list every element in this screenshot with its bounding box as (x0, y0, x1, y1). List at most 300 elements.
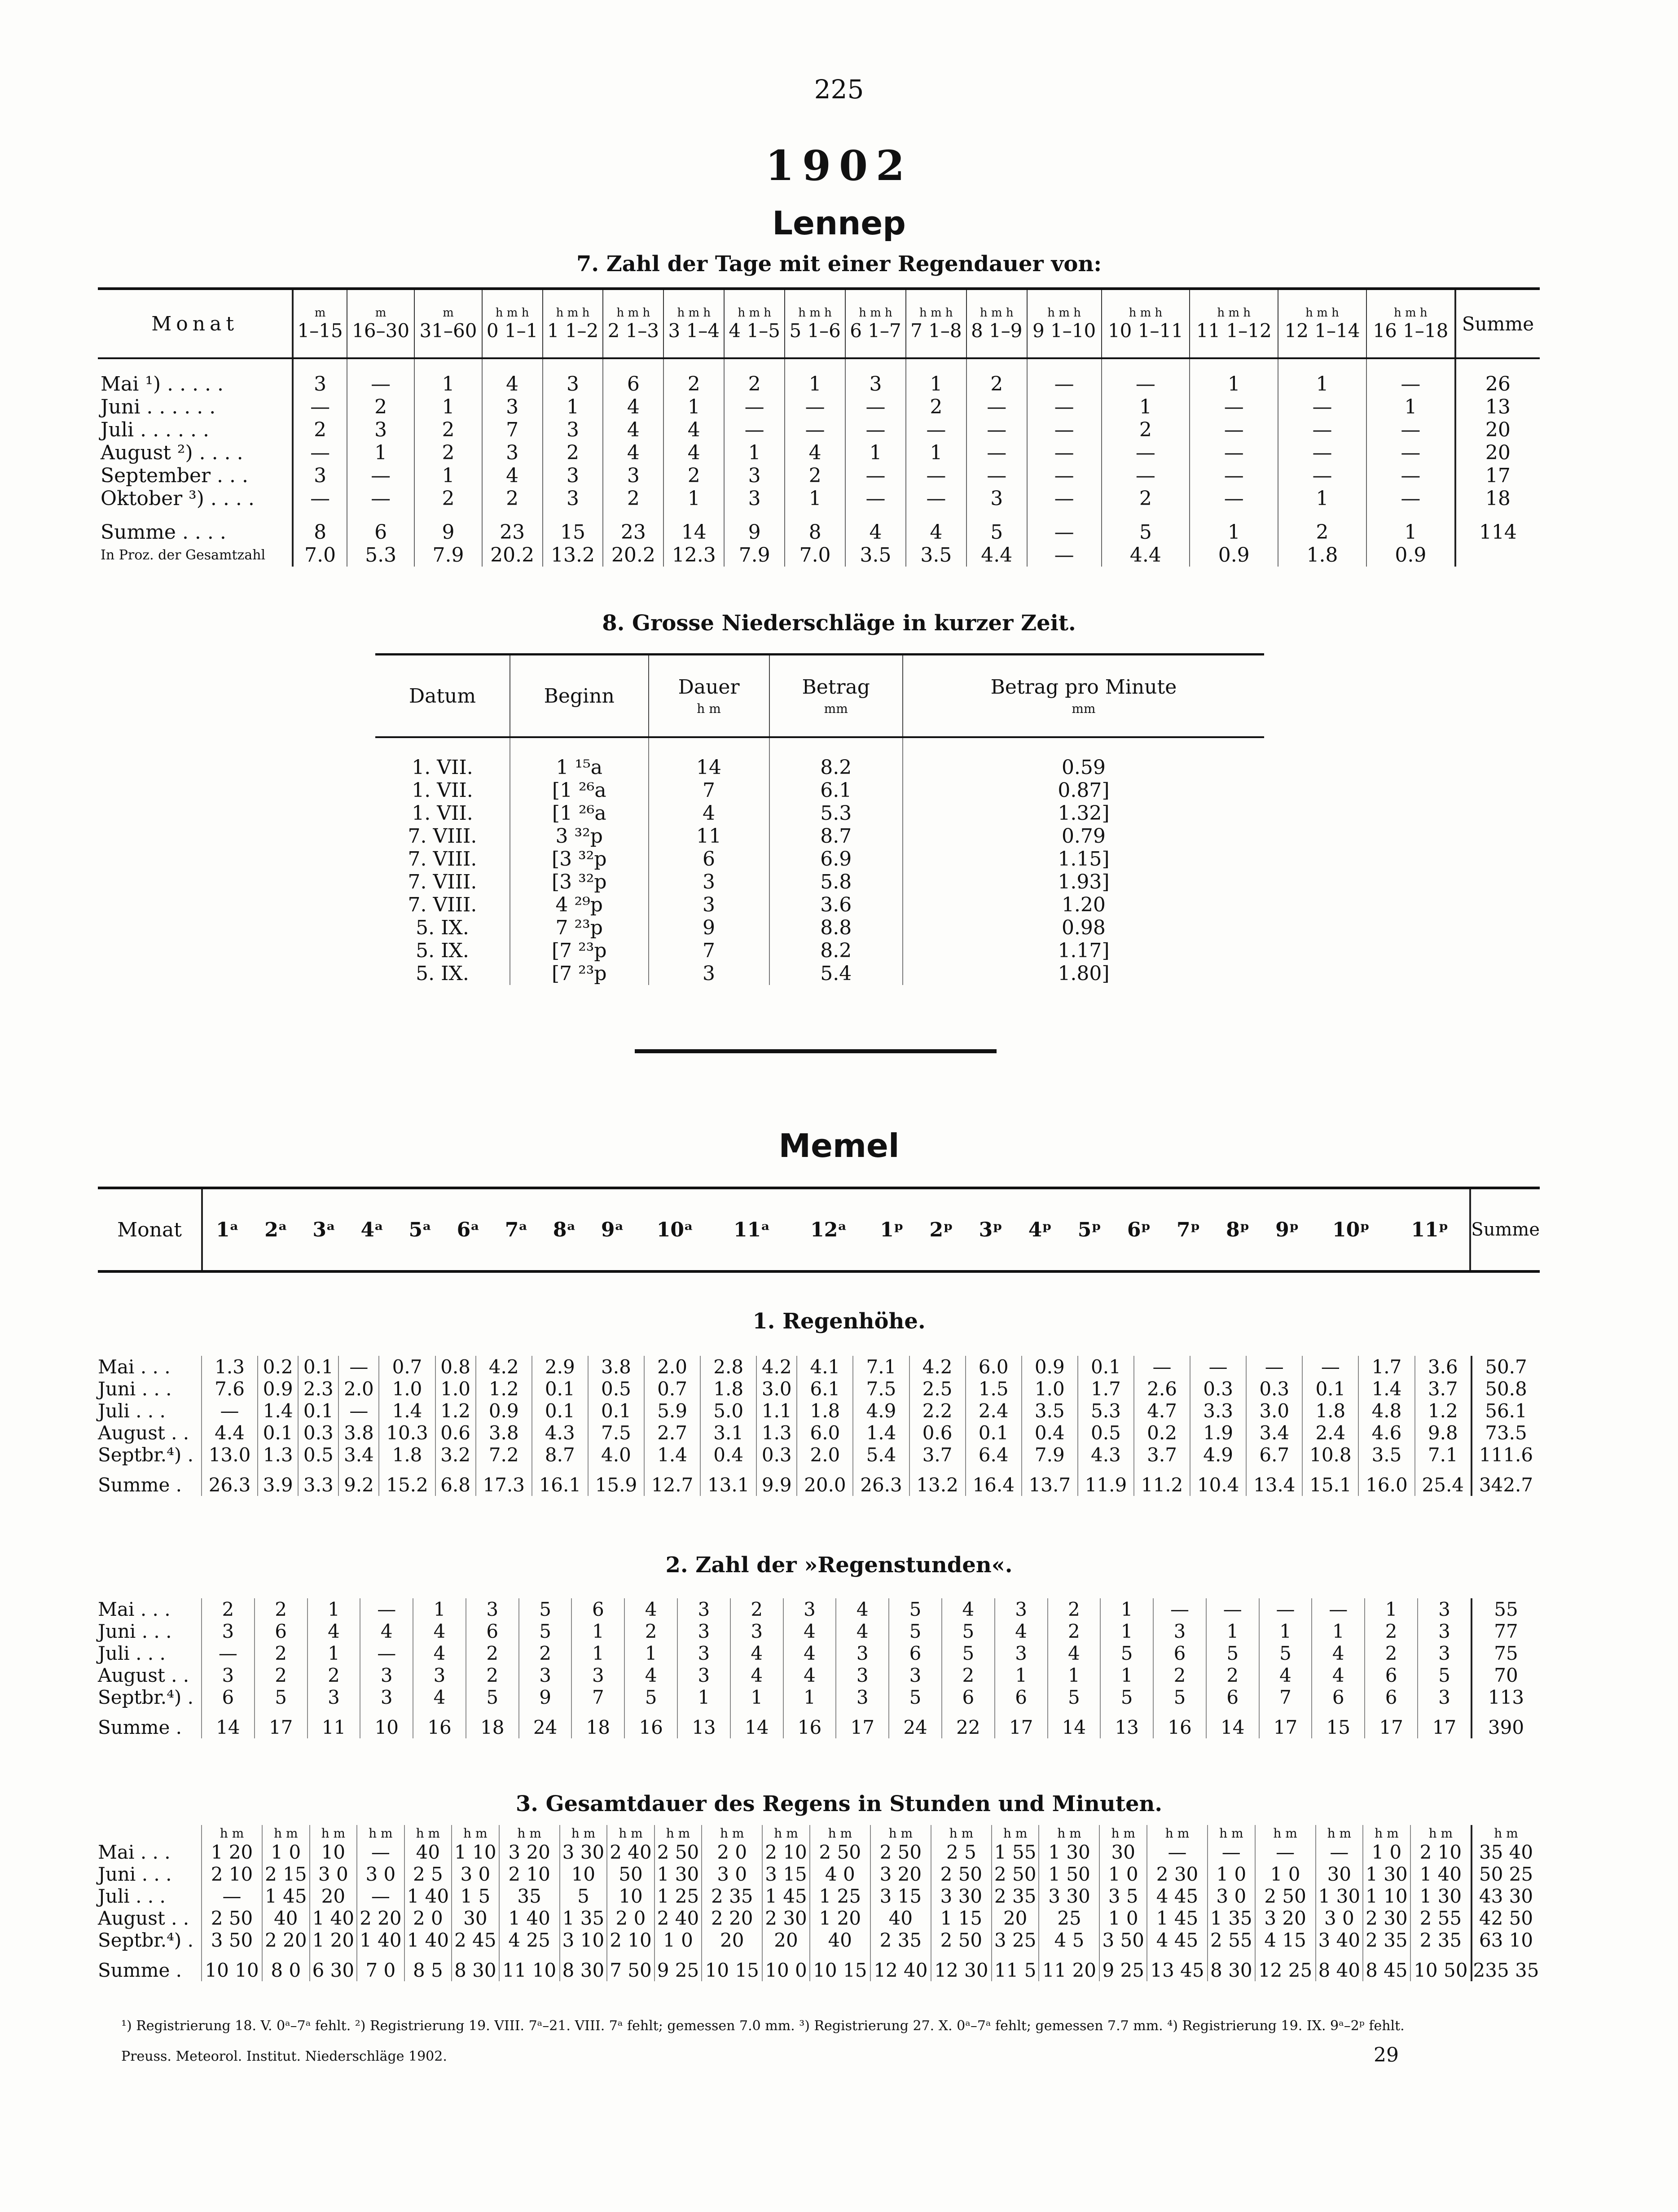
table-cell: 18 (571, 1708, 624, 1738)
publisher-line: Preuss. Meteorol. Institut. Niederschläge 1902. (121, 2049, 447, 2064)
table-cell: 4.4 (1102, 544, 1190, 567)
table-cell: 1 (543, 396, 603, 418)
table-cell: 1 40 (404, 1885, 452, 1907)
table-cell: — (1366, 441, 1455, 464)
table-cell: 3 (543, 487, 603, 510)
column-label: 16 1–18 (1373, 319, 1449, 342)
table-cell: 4.7 (1134, 1400, 1190, 1422)
table-cell: 2 0 (607, 1907, 655, 1929)
table-cell: 3.2 (435, 1444, 476, 1466)
table-cell: 4 (730, 1664, 783, 1686)
table-cell: 50 25 (1472, 1863, 1540, 1885)
table-cell: 2 (1206, 1664, 1259, 1686)
table-cell: — (1027, 441, 1102, 464)
row-label: Mai . . . (98, 1356, 171, 1378)
unit-cell: h m (702, 1825, 762, 1841)
table-cell: 1.8 (797, 1400, 853, 1422)
table-cell: 13.1 (700, 1466, 756, 1496)
table-cell: 2 (785, 464, 845, 487)
table-cell: 4 15 (1255, 1929, 1316, 1951)
table-cell: 20 (310, 1885, 357, 1907)
table-cell: 2 20 (702, 1907, 762, 1929)
table-cell: — (785, 418, 845, 441)
table-cell: 6.1 (769, 779, 903, 802)
table-cell: 1 (785, 487, 845, 510)
row-label: August . . (98, 1664, 189, 1686)
table-row (98, 1686, 1540, 1708)
table-cell: — (1027, 418, 1102, 441)
column-unit: h m h (1047, 306, 1081, 320)
table-cell: 4 45 (1147, 1929, 1208, 1951)
table-cell: 4 (730, 1642, 783, 1664)
hour-header: Monat (98, 1188, 202, 1271)
table-cell: 2 (906, 396, 966, 418)
table-cell: 43 30 (1472, 1885, 1540, 1907)
table-row (98, 1466, 1540, 1496)
table-cell: — (338, 1356, 379, 1378)
footnotes: ¹) Registrierung 18. V. 0ᵃ–7ᵃ fehlt. ²) Registrierung 19. VIII. 7ᵃ–21. VIII. 7ᵃ fehlt; gemessen 7.0 mm. ³) Registrierung 27. X. 0ᵃ–7ᵃ fehlt; gemessen 7.7 mm. ⁴) Registrierung 19. IX. 9ᵃ–2ᵖ fehlt. (121, 2018, 1405, 2034)
table-cell: 3 (1418, 1642, 1472, 1664)
table-cell: — (1190, 418, 1278, 441)
table-cell: 1 (1366, 510, 1455, 544)
column-label: 7 1–8 (910, 319, 962, 342)
table-row (98, 1378, 1540, 1400)
table-cell: 2 50 (870, 1841, 931, 1863)
table-cell: 16 (1153, 1708, 1206, 1738)
table-cell: 3 (677, 1598, 730, 1620)
table-cell: 2 40 (607, 1841, 655, 1863)
table-cell: 20 (702, 1929, 762, 1951)
row-label: Septbr.⁴) . (98, 1686, 194, 1708)
table-cell: 4.1 (797, 1356, 853, 1378)
table-cell: 4 (906, 510, 966, 544)
table-cell: 7 (482, 418, 543, 441)
table-cell: 9.2 (338, 1466, 379, 1496)
table-cell: [3 ³²p (510, 871, 649, 893)
table-cell: 3.0 (1246, 1400, 1302, 1422)
table-cell: 4 ²⁹p (510, 893, 649, 916)
table-cell: 0.87] (903, 779, 1264, 802)
table-cell: 5 (255, 1686, 307, 1708)
column-label: 31–60 (419, 319, 477, 342)
table-cell: 22 (942, 1708, 995, 1738)
table-cell: 6.1 (797, 1378, 853, 1400)
table-cell: 1 (1100, 1664, 1153, 1686)
table-cell: 2 (942, 1664, 995, 1686)
hour-header: 4ᵖ (1028, 1218, 1052, 1241)
column-unit: m (314, 306, 326, 320)
table-cell: 1 25 (655, 1885, 702, 1907)
table-cell: 1 (663, 396, 724, 418)
table-cell: 2 (1102, 487, 1190, 510)
table-cell: 1 (414, 358, 482, 396)
hour-header: 5ᵖ (1077, 1218, 1102, 1241)
table-cell: 50.8 (1472, 1378, 1540, 1400)
table-cell: 9.9 (756, 1466, 797, 1496)
table-cell: 4.2 (476, 1356, 532, 1378)
table-cell: 10 (360, 1708, 413, 1738)
table-cell: 7.1 (1415, 1444, 1472, 1466)
table-cell: 2 50 (931, 1863, 992, 1885)
row-label: 1. VII. (412, 802, 473, 825)
table-cell: 16.4 (966, 1466, 1022, 1496)
table-cell: 20.2 (603, 544, 663, 567)
table-cell: 3 20 (1255, 1907, 1316, 1929)
row-label: Mai . . . (98, 1598, 171, 1620)
table-row (98, 1951, 1540, 1981)
table-cell: 2 (293, 418, 347, 441)
table-cell: 1.1 (756, 1400, 797, 1422)
column-unit: h m (697, 701, 721, 716)
table-cell: 3 10 (560, 1929, 607, 1951)
table-cell: 1.8 (1278, 544, 1366, 567)
unit-cell: h m (1208, 1825, 1255, 1841)
table-cell: 7 ²³p (510, 916, 649, 939)
hour-header: 3ᵖ (979, 1218, 1003, 1241)
table-cell: 1 (307, 1598, 360, 1620)
table-cell: 15.1 (1302, 1466, 1358, 1496)
table-cell: — (1278, 396, 1366, 418)
column-label: 5 1–6 (789, 319, 841, 342)
table-cell: 10 (310, 1841, 357, 1863)
table-cell: 5 (889, 1620, 942, 1642)
table-cell: 0.1 (298, 1400, 338, 1422)
table-cell: 3 5 (1099, 1885, 1147, 1907)
table-cell: 2 (202, 1598, 255, 1620)
unit-cell: h m (1410, 1825, 1472, 1841)
table-cell: 2 (1365, 1620, 1418, 1642)
table-cell: 2.0 (338, 1378, 379, 1400)
table-cell: 16 (413, 1708, 466, 1738)
table-cell: — (347, 487, 414, 510)
table-cell: 1 (785, 358, 845, 396)
table-cell: 17 (1259, 1708, 1312, 1738)
unit-cell: h m (1099, 1825, 1147, 1841)
table-cell: — (1153, 1598, 1206, 1620)
table-row (98, 1642, 1540, 1664)
row-label: 1. VII. (412, 756, 473, 779)
hour-header: 6ᵃ (457, 1218, 480, 1241)
table-cell: 1 40 (310, 1907, 357, 1929)
rain-duration-days-table (98, 287, 1540, 567)
table-cell: 1.4 (258, 1400, 298, 1422)
table-cell: 5.8 (769, 871, 903, 893)
row-label: Juni . . . (98, 1378, 172, 1400)
table-cell: 2 10 (202, 1863, 262, 1885)
table-cell: 16.0 (1358, 1466, 1414, 1496)
table-cell: 8.7 (769, 825, 903, 848)
row-label: Summe . (98, 1474, 182, 1496)
table-cell: 5 (560, 1885, 607, 1907)
table-cell: 1 15 (931, 1907, 992, 1929)
unit-cell: h m (1255, 1825, 1316, 1841)
hour-header: 11ᵖ (1411, 1218, 1449, 1241)
row-label: September . . . (101, 464, 248, 487)
unit-cell: h m (1472, 1825, 1540, 1841)
table-cell: [7 ²³p (510, 939, 649, 962)
table-cell: 0.7 (644, 1378, 700, 1400)
unit-cell: h m (1316, 1825, 1363, 1841)
table-cell: — (1278, 441, 1366, 464)
table-cell: 6 (889, 1642, 942, 1664)
table-row (98, 1444, 1540, 1466)
table-row (98, 418, 1540, 441)
table-cell: — (293, 396, 347, 418)
column-header (1190, 289, 1278, 358)
table-cell: 1 (571, 1620, 624, 1642)
table-cell: 3.7 (1134, 1444, 1190, 1466)
column-unit: h m h (738, 306, 772, 320)
table-cell: 3 (202, 1664, 255, 1686)
row-label: 7. VIII. (408, 825, 477, 848)
table-cell: 3 (649, 893, 769, 916)
table-cell: 6.7 (1246, 1444, 1302, 1466)
table-cell: 35 40 (1472, 1841, 1540, 1863)
table-cell: 2.2 (909, 1400, 966, 1422)
column-header (603, 289, 663, 358)
table-cell: 4.2 (756, 1356, 797, 1378)
column-label: Beginn (544, 684, 615, 708)
table-row (98, 358, 1540, 396)
table-cell: 55 (1472, 1598, 1540, 1620)
table-cell: — (1027, 396, 1102, 418)
unit-cell: h m (762, 1825, 810, 1841)
table-cell: 20.0 (797, 1466, 853, 1496)
table-cell: 8 30 (1208, 1951, 1255, 1981)
table-cell: 3 (543, 418, 603, 441)
table-cell: 1 (1190, 358, 1278, 396)
row-label: Summe . (98, 1959, 182, 1981)
table-cell: 1 45 (762, 1885, 810, 1907)
table-cell: 1 (845, 441, 906, 464)
table-cell: 2 35 (1363, 1929, 1410, 1951)
table-cell: 3 (677, 1664, 730, 1686)
table-cell: 14 (1048, 1708, 1101, 1738)
table-cell: 6 (1312, 1686, 1365, 1708)
column-header (1366, 289, 1455, 358)
table-cell: 3 (293, 358, 347, 396)
table-cell: 4 (836, 1598, 889, 1620)
table-cell: 2.4 (966, 1400, 1022, 1422)
column-header (1455, 289, 1540, 358)
hour-header: 12ᵃ (810, 1218, 847, 1241)
table-cell: 6 (1153, 1642, 1206, 1664)
table-cell: 6 30 (310, 1951, 357, 1981)
table-cell: 56.1 (1472, 1400, 1540, 1422)
table-cell: 25 (1039, 1907, 1099, 1929)
table-cell: 1 5 (452, 1885, 499, 1907)
table-cell: 10.3 (379, 1422, 435, 1444)
table-cell: 0.1 (1302, 1378, 1358, 1400)
table-cell: 1 40 (499, 1907, 560, 1929)
table-cell: 7 0 (357, 1951, 404, 1981)
table-cell: 2 10 (499, 1863, 560, 1885)
table-row (375, 802, 1264, 825)
table-cell: 15 (543, 510, 603, 544)
table-cell: — (1208, 1841, 1255, 1863)
table-cell: 3 (519, 1664, 572, 1686)
table-cell: 8 30 (452, 1951, 499, 1981)
table-cell: 1.0 (379, 1378, 435, 1400)
table-cell: 17 (1455, 464, 1540, 487)
table-cell: 3 (482, 441, 543, 464)
table-cell: 1.3 (258, 1444, 298, 1466)
column-label: Betrag pro Minute (990, 676, 1177, 699)
hour-header: Summe (1470, 1188, 1540, 1271)
table-cell: 3.3 (1190, 1400, 1246, 1422)
table-cell: — (347, 358, 414, 396)
table-cell: [1 ²⁶a (510, 802, 649, 825)
column-label: 16–30 (352, 319, 410, 342)
table-cell: 7 (649, 779, 769, 802)
table-cell: 3 (677, 1642, 730, 1664)
table-cell: 0.3 (756, 1444, 797, 1466)
table-cell: 4 45 (1147, 1885, 1208, 1907)
column-label: 12 1–14 (1284, 319, 1360, 342)
row-label: August . . (98, 1907, 189, 1929)
section-title-memel-2: 2. Zahl der »Regenstunden«. (665, 1552, 1013, 1578)
table-cell: 3 0 (452, 1863, 499, 1885)
table-cell: 3.5 (1022, 1400, 1078, 1422)
table-row (98, 1598, 1540, 1620)
row-label: Summe . . . . (101, 521, 226, 544)
table-cell: — (1206, 1598, 1259, 1620)
table-cell: 6 (603, 358, 663, 396)
table-cell: 7 (1259, 1686, 1312, 1708)
table-cell: 1.15] (903, 848, 1264, 871)
table-cell: 3 (677, 1620, 730, 1642)
hour-header: 9ᵃ (601, 1218, 624, 1241)
table-cell: — (1259, 1598, 1312, 1620)
table-cell: 1.0 (435, 1378, 476, 1400)
station-title-lennep: Lennep (772, 204, 906, 242)
table-cell: 6 (1365, 1686, 1418, 1708)
hour-header: 2ᵖ (929, 1218, 953, 1241)
table-cell: 4.4 (966, 544, 1027, 567)
table-cell: 5.3 (347, 544, 414, 567)
table-cell: 2 15 (262, 1863, 310, 1885)
table-cell: [1 ²⁶a (510, 779, 649, 802)
table-cell: 3 0 (702, 1863, 762, 1885)
table-cell: 11.2 (1134, 1466, 1190, 1496)
unit-cell: h m (310, 1825, 357, 1841)
hour-header: 11ᵃ (733, 1218, 770, 1241)
table-cell: 1.8 (1302, 1400, 1358, 1422)
table-cell: 5 (966, 510, 1027, 544)
table-cell: — (1190, 441, 1278, 464)
table-cell: 1 (414, 464, 482, 487)
table-cell: 1 0 (1363, 1841, 1410, 1863)
table-cell: 1.7 (1358, 1356, 1414, 1378)
table-cell: 2 35 (870, 1929, 931, 1951)
table-cell: 7.5 (588, 1422, 644, 1444)
table-cell: 1 (1365, 1598, 1418, 1620)
unit-cell: h m (499, 1825, 560, 1841)
table-cell: 2 (1278, 510, 1366, 544)
table-cell: 13 (677, 1708, 730, 1738)
year-title: 1902 (765, 141, 913, 190)
table-cell: 2.6 (1134, 1378, 1190, 1400)
table-cell: 3 (836, 1664, 889, 1686)
table-cell: 2 45 (452, 1929, 499, 1951)
table-cell: 4 (624, 1598, 677, 1620)
column-label: 3 1–4 (668, 319, 720, 342)
table-cell: 2 (414, 418, 482, 441)
table-cell: 5 (889, 1598, 942, 1620)
table-cell: — (1302, 1356, 1358, 1378)
table-cell: — (966, 464, 1027, 487)
table-cell: 5 (466, 1686, 519, 1708)
hour-header: 7ᵃ (505, 1218, 528, 1241)
table-cell: 8 30 (560, 1951, 607, 1981)
column-header (375, 655, 510, 738)
table-cell: 2 55 (1208, 1929, 1255, 1951)
table-cell: 9 (414, 510, 482, 544)
table-cell: 113 (1472, 1686, 1540, 1708)
rain-hours-table (98, 1598, 1540, 1738)
table-cell: 1 (414, 396, 482, 418)
table-cell: 1 0 (1099, 1863, 1147, 1885)
table-cell: 2 (543, 441, 603, 464)
column-header (966, 289, 1027, 358)
table-cell: 6 (649, 848, 769, 871)
table-cell: 2 (466, 1664, 519, 1686)
table-cell: 20 (992, 1907, 1039, 1929)
table-cell: 0.4 (700, 1444, 756, 1466)
table-cell: 1.8 (700, 1378, 756, 1400)
column-header (663, 289, 724, 358)
hour-header: 9ᵖ (1275, 1218, 1299, 1241)
table-cell: 390 (1472, 1708, 1540, 1738)
table-cell: 3 (466, 1598, 519, 1620)
table-cell: 0.1 (532, 1400, 588, 1422)
column-unit: h m h (616, 306, 650, 320)
column-label: 0 1–1 (486, 319, 538, 342)
table-cell: 2 10 (1410, 1841, 1472, 1863)
table-cell: 0.1 (1078, 1356, 1134, 1378)
table-cell: 3.4 (1246, 1422, 1302, 1444)
table-cell: 2 20 (357, 1907, 404, 1929)
column-unit: h m h (980, 306, 1014, 320)
table-cell: 4.8 (1358, 1400, 1414, 1422)
table-row (98, 464, 1540, 487)
table-cell: 2 5 (931, 1841, 992, 1863)
column-header (724, 289, 785, 358)
table-cell: 11 (649, 825, 769, 848)
table-cell: 63 10 (1472, 1929, 1540, 1951)
table-cell: 1.4 (853, 1422, 909, 1444)
table-cell: 1 (1312, 1620, 1365, 1642)
table-cell: 11 5 (992, 1951, 1039, 1981)
table-cell: 2 (1365, 1642, 1418, 1664)
table-cell: 13 (1455, 396, 1540, 418)
hour-header: 8ᵃ (553, 1218, 576, 1241)
table-cell: 114 (1455, 510, 1540, 544)
section-title-lennep-8: 8. Grosse Niederschläge in kurzer Zeit. (602, 611, 1076, 636)
table-cell: 1 (1102, 396, 1190, 418)
table-cell: 2 (1102, 418, 1190, 441)
column-unit: m (375, 306, 387, 320)
column-label: 8 1–9 (971, 319, 1023, 342)
column-header (414, 289, 482, 358)
table-cell: 6.8 (435, 1466, 476, 1496)
table-cell: 5.3 (769, 802, 903, 825)
table-cell: 3 50 (202, 1929, 262, 1951)
table-cell: 3.5 (1358, 1444, 1414, 1466)
table-cell: 4 (649, 802, 769, 825)
table-cell: 10 (607, 1885, 655, 1907)
table-cell: 70 (1472, 1664, 1540, 1686)
